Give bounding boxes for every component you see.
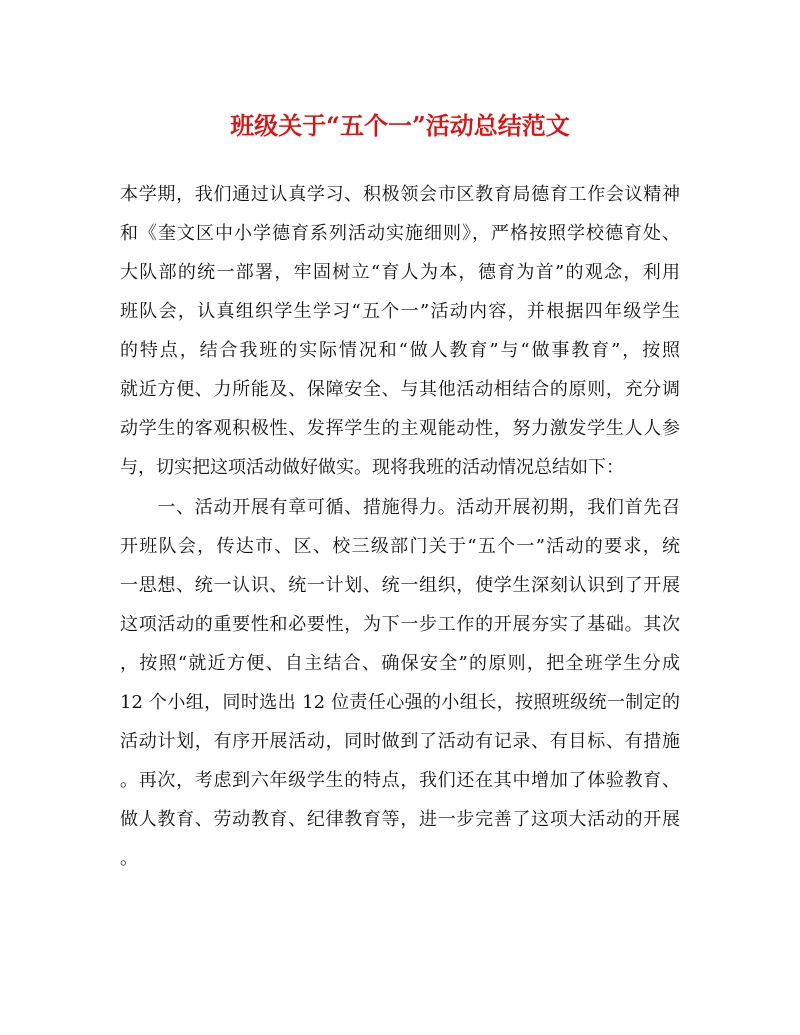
paragraph-line: 12 个小组，同时选出 12 位责任心强的小组长，按照班级统一制定的	[120, 692, 680, 713]
paragraph-line: 本学期，我们通过认真学习、积极领会市区教育局德育工作会议精神	[120, 184, 680, 205]
document-title: 班级关于“五个一”活动总结范文	[230, 111, 570, 140]
paragraph-line: 班队会，认真组织学生学习“五个一”活动内容，并根据四年级学生	[120, 301, 680, 322]
paragraph-line: 和《奎文区中小学德育系列活动实施细则》，严格按照学校德育处、	[120, 223, 680, 244]
paragraph-line: 的特点，结合我班的实际情况和“做人教育”与“做事教育”，按照	[120, 340, 680, 361]
paragraph-line: 这项活动的重要性和必要性，为下一步工作的开展夯实了基础。其次	[120, 614, 680, 635]
paragraph-line: 开班队会，传达市、区、校三级部门关于“五个一”活动的要求，统	[120, 536, 680, 557]
paragraph-line: 就近方便、力所能及、保障安全、与其他活动相结合的原则，充分调	[120, 379, 680, 400]
paragraph-line: 做人教育、劳动教育、纪律教育等，进一步完善了这项大活动的开展	[120, 809, 680, 830]
paragraph-line: 大队部的统一部署，牢固树立“育人为本，德育为首”的观念，利用	[120, 262, 680, 283]
paragraph-line: 动学生的客观积极性、发挥学生的主观能动性，努力激发学生人人参	[120, 418, 680, 439]
paragraph-line: 。再次，考虑到六年级学生的特点，我们还在其中增加了体验教育、	[120, 770, 680, 791]
paragraph-line: ，按照“就近方便、自主结合、确保安全”的原则，把全班学生分成	[120, 653, 680, 674]
paragraph-line: 一、活动开展有章可循、措施得力。活动开展初期，我们首先召	[120, 497, 680, 518]
paragraph-line: 一思想、统一认识、统一计划、统一组织，使学生深刻认识到了开展	[120, 575, 680, 596]
paragraph-line: 活动计划，有序开展活动，同时做到了活动有记录、有目标、有措施	[120, 731, 680, 752]
paragraph-line: 。	[120, 848, 138, 869]
paragraph-line: 与，切实把这项活动做好做实。现将我班的活动情况总结如下：	[120, 457, 624, 478]
